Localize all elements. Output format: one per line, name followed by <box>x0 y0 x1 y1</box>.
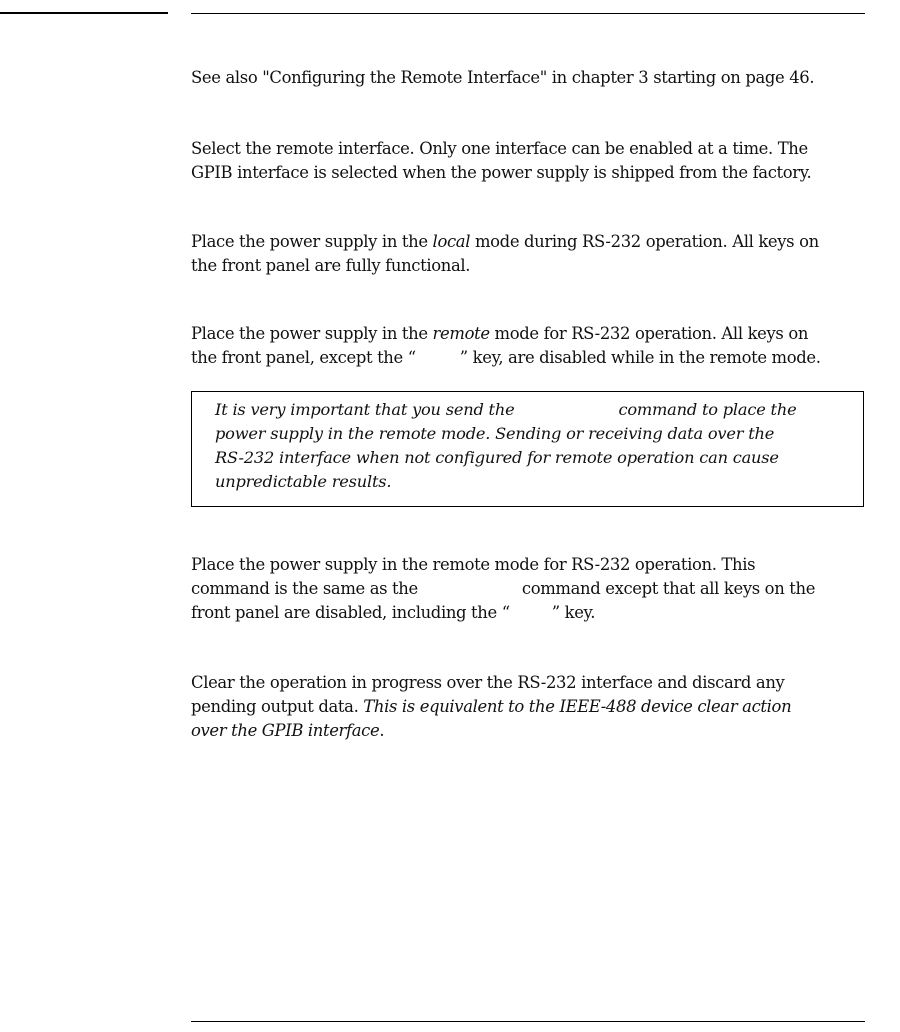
device-clear-line-1: Clear the operation in progress over the RS-232 interface and discard any <box>191 673 785 692</box>
local-mode-line-1-end: mode during RS-232 operation. All keys on <box>470 232 819 251</box>
remote-mode-line-1-end: mode for RS-232 operation. All keys on <box>489 324 809 343</box>
note-line-2: power supply in the remote mode. Sending or receiving data over the <box>215 424 775 443</box>
remote-mode-line-2-start: the front panel, except the “ <box>191 348 416 367</box>
rwlock-line-2-end: command except that all keys on the <box>521 579 816 598</box>
note-text <box>215 398 863 494</box>
note-line-4: unpredictable results. <box>215 472 392 491</box>
note-line-3: RS-232 interface when not configured for remote operation can cause <box>215 448 779 467</box>
rwlock-line-3-start: front panel are disabled, including the “ <box>191 603 510 622</box>
header-rule-right <box>191 13 865 14</box>
remote-mode-emphasis: remote <box>432 324 490 343</box>
header-rule-left <box>0 12 168 14</box>
footer-rule <box>191 1021 865 1022</box>
select-interface-line-2: GPIB interface is selected when the power supply is shipped from the factory. <box>191 163 812 182</box>
rwlock-paragraph <box>191 553 867 625</box>
local-mode-line-1-start: Place the power supply in the <box>191 232 433 251</box>
see-also-text: See also "Configuring the Remote Interface" in chapter 3 starting on page 46. <box>191 68 815 87</box>
remote-mode-line-1-start: Place the power supply in the <box>191 324 433 343</box>
note-line-1-start: It is very important that you send the <box>215 400 515 419</box>
rwlock-line-2-start: command is the same as the <box>191 579 418 598</box>
local-mode-line-2: the front panel are fully functional. <box>191 256 471 275</box>
select-interface-line-1: Select the remote interface. Only one interface can be enabled at a time. The <box>191 139 808 158</box>
device-clear-emphasis-2: over the GPIB interface <box>191 721 380 740</box>
note-line-1-end: command to place the <box>618 400 797 419</box>
local-mode-paragraph <box>191 230 867 278</box>
select-interface-paragraph <box>191 137 867 185</box>
device-clear-emphasis-1: This is equivalent to the IEEE-488 device clear action <box>363 697 792 716</box>
local-mode-emphasis: local <box>432 232 471 251</box>
device-clear-line-2-start: pending output data. <box>191 697 364 716</box>
remote-mode-line-2-end: ” key, are disabled while in the remote mode. <box>459 348 821 367</box>
rwlock-line-1: Place the power supply in the remote mode for RS-232 operation. This <box>191 555 756 574</box>
remote-mode-paragraph <box>191 322 867 370</box>
device-clear-line-3-end: . <box>379 721 385 740</box>
see-also-paragraph <box>191 66 867 90</box>
device-clear-paragraph <box>191 671 867 743</box>
rwlock-line-3-end: ” key. <box>551 603 596 622</box>
